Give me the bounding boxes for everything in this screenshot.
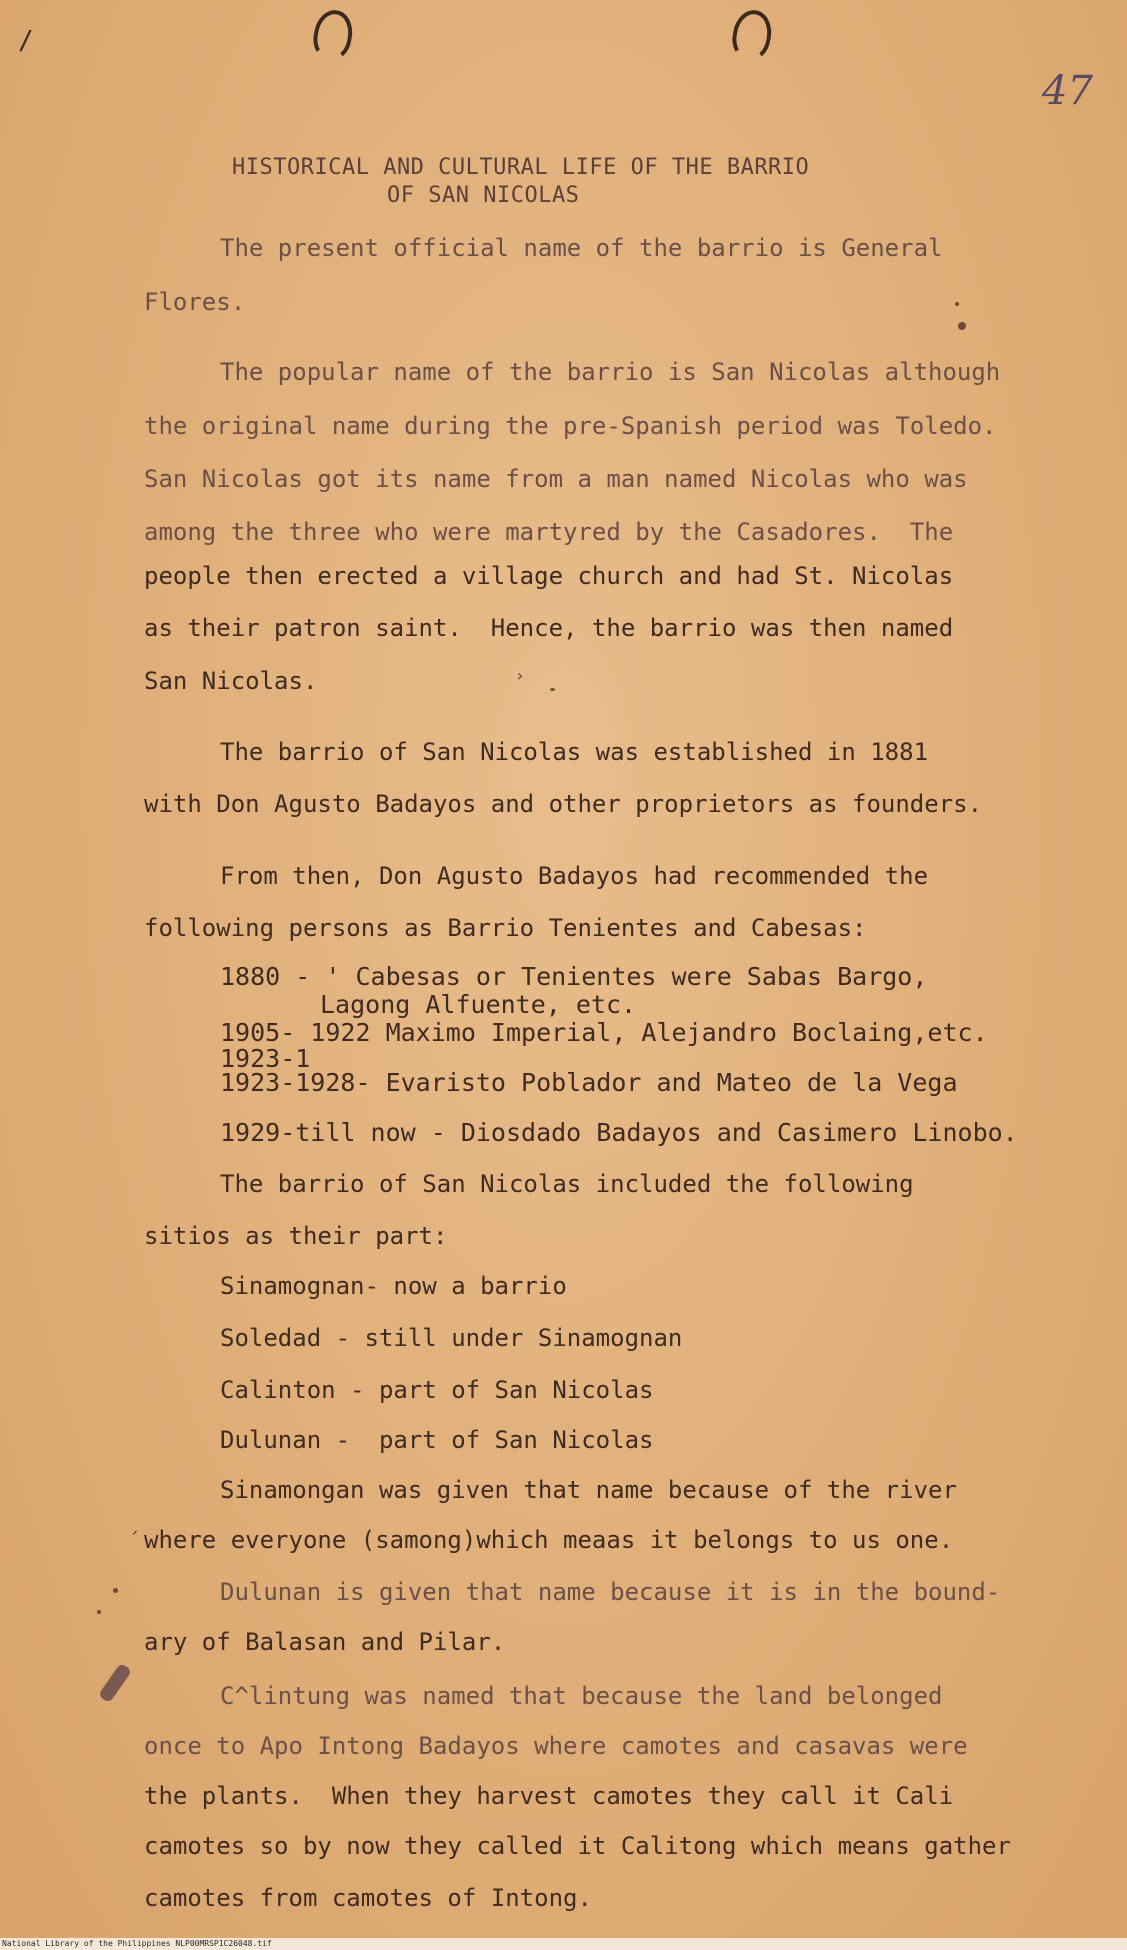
text-line: Flores. — [144, 288, 246, 316]
text-line: Dulunan is given that name because it is in the bound- — [220, 1578, 1001, 1606]
text-line: people then erected a village church and had St. Nicolas — [144, 562, 954, 590]
ink-speck — [97, 1610, 101, 1614]
title-line-2: OF SAN NICOLAS — [387, 183, 580, 208]
text-line: Calinton - part of San Nicolas — [220, 1376, 654, 1404]
text-line: C^lintung was named that because the land belonged — [220, 1682, 943, 1710]
text-line: 1929-till now - Diosdado Badayos and Casimero Linobo. — [220, 1118, 1018, 1147]
text-line: 1905- 1922 Maximo Imperial, Alejandro Boclaing,etc. — [220, 1018, 988, 1047]
ink-speck — [955, 302, 959, 306]
text-line: with Don Agusto Badayos and other proprietors as founders. — [144, 790, 983, 818]
text-line: 1880 - ' Cabesas or Tenientes were Sabas Bargo, — [220, 962, 928, 991]
text-line: among the three who were martyred by the Casadores. The — [144, 518, 954, 546]
binding-hole-icon — [729, 7, 775, 63]
text-line: once to Apo Intong Badayos where camotes and casavas were — [144, 1732, 968, 1760]
text-line: camotes from camotes of Intong. — [144, 1884, 592, 1912]
text-line: 1923-1 — [220, 1044, 311, 1073]
text-line: following persons as Barrio Tenientes and Cabesas: — [144, 914, 867, 942]
text-line: Soledad - still under Sinamognan — [220, 1324, 683, 1352]
text-line: ary of Balasan and Pilar. — [144, 1628, 506, 1656]
text-line: San Nicolas. — [144, 667, 318, 695]
ink-speck — [550, 688, 555, 691]
text-line: Sinamognan- now a barrio — [220, 1272, 567, 1300]
binding-hole-icon — [310, 7, 356, 63]
text-line: camotes so by now they called it Calitong which means gather — [144, 1832, 1011, 1860]
ink-speck — [113, 1588, 118, 1593]
text-line: the plants. When they harvest camotes they call it Cali — [144, 1782, 954, 1810]
corner-mark: / — [18, 26, 34, 56]
text-line: Sinamongan was given that name because of the river — [220, 1476, 957, 1504]
text-line: The barrio of San Nicolas included the following — [220, 1170, 914, 1198]
text-line: Dulunan - part of San Nicolas — [220, 1426, 654, 1454]
text-line: The popular name of the barrio is San Nicolas although — [220, 358, 1001, 386]
ink-speck — [958, 322, 966, 330]
text-line: Lagong Alfuente, etc. — [320, 990, 637, 1019]
text-line: From then, Don Agusto Badayos had recommended the — [220, 862, 929, 890]
text-line: The barrio of San Nicolas was established in 1881 — [220, 738, 929, 766]
margin-tick: ´ — [128, 1528, 141, 1552]
text-line: The present official name of the barrio is General — [220, 234, 943, 262]
text-line: sitios as their part: — [144, 1222, 448, 1250]
page-number: 47 — [1042, 68, 1093, 114]
text-line: 1923-1928- Evaristo Poblador and Mateo de la Vega — [220, 1068, 958, 1097]
scan-footer: National Library of the Philippines NLP00MRSP1C26048.tif — [0, 1938, 1127, 1950]
document-title — [232, 154, 809, 210]
text-line: the original name during the pre-Spanish period was Toledo. — [144, 412, 997, 440]
text-line: where everyone (samong)which meaas it belongs to us one. — [144, 1526, 954, 1554]
ink-mark — [98, 1663, 132, 1704]
margin-caret: › — [515, 666, 525, 685]
text-line: as their patron saint. Hence, the barrio was then named — [144, 614, 954, 642]
text-line: San Nicolas got its name from a man named Nicolas who was — [144, 465, 968, 493]
title-line-1: HISTORICAL AND CULTURAL LIFE OF THE BARRIO — [232, 155, 810, 180]
